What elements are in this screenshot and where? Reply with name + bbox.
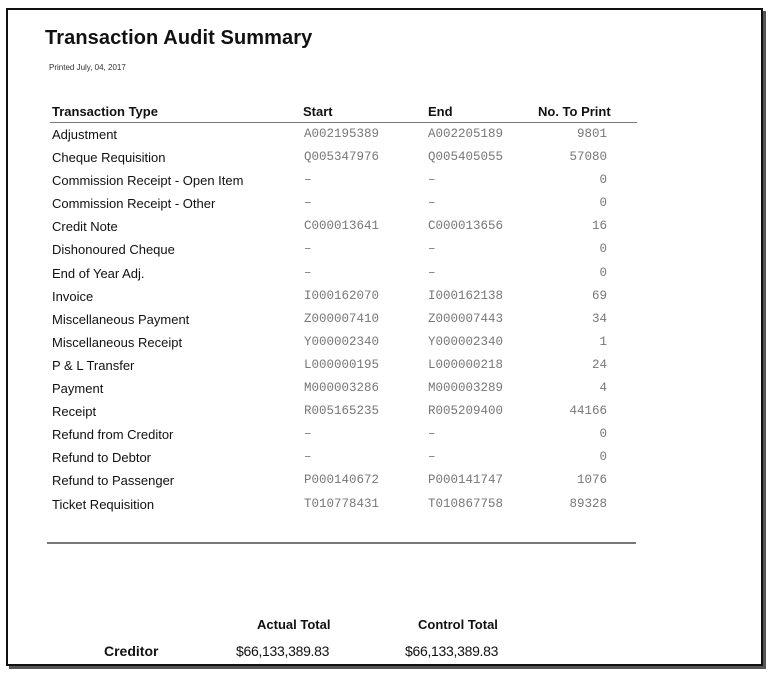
cell-start: M000003286 (304, 381, 380, 396)
cell-end: P000141747 (428, 473, 504, 488)
cell-end: Q005405055 (428, 150, 504, 165)
cell-transaction-type: P & L Transfer (52, 357, 135, 373)
cell-start: – (304, 265, 312, 280)
table-row (50, 354, 637, 377)
cell-start: Y000002340 (304, 334, 380, 349)
cell-start: – (304, 196, 312, 211)
creditor-actual-total: $66,133,389.83 (236, 643, 330, 659)
cell-transaction-type: Ticket Requisition (52, 496, 155, 512)
cell-transaction-type: Miscellaneous Receipt (52, 334, 183, 350)
cell-transaction-type: Receipt (52, 404, 97, 420)
cell-end: – (428, 427, 436, 442)
cell-transaction-type: Credit Note (52, 219, 118, 235)
cell-no-to-print: 24 (591, 357, 607, 372)
table-row (50, 308, 637, 331)
table-header (50, 101, 637, 123)
cell-transaction-type: Dishonoured Cheque (52, 242, 175, 258)
table-row (50, 331, 637, 354)
cell-no-to-print: 0 (599, 173, 607, 188)
printed-date: Printed July, 04, 2017 (49, 63, 126, 72)
cell-end: T010867758 (428, 496, 504, 511)
header-end: End (428, 104, 453, 119)
cell-start: L000000195 (304, 357, 380, 372)
cell-transaction-type: Cheque Requisition (52, 150, 166, 166)
cell-transaction-type: Miscellaneous Payment (52, 311, 190, 327)
table-row (50, 169, 637, 192)
cell-no-to-print: 0 (599, 450, 607, 465)
cell-transaction-type: Adjustment (52, 127, 118, 142)
cell-start: T010778431 (304, 496, 380, 511)
cell-end: I000162138 (428, 288, 504, 303)
table-row (50, 123, 637, 146)
cell-transaction-type: Refund to Passenger (52, 473, 175, 489)
cell-no-to-print: 34 (591, 311, 607, 326)
header-actual-total: Actual Total (257, 617, 331, 632)
cell-end: C000013656 (428, 219, 504, 234)
cell-start: Q005347976 (304, 150, 380, 165)
cell-transaction-type: Invoice (52, 288, 94, 304)
table-row (50, 238, 637, 261)
cell-no-to-print: 0 (599, 196, 607, 211)
cell-no-to-print: 89328 (569, 496, 607, 511)
cell-transaction-type: Payment (52, 381, 104, 397)
table-row (50, 146, 637, 169)
cell-no-to-print: 9801 (576, 127, 607, 141)
cell-start: – (304, 427, 312, 442)
creditor-control-total: $66,133,389.83 (405, 643, 499, 659)
header-control-total: Control Total (418, 617, 498, 632)
cell-end: Y000002340 (428, 334, 504, 349)
cell-start: I000162070 (304, 288, 380, 303)
cell-end: L000000218 (428, 357, 504, 372)
cell-no-to-print: 44166 (569, 404, 607, 419)
table-row (50, 285, 637, 308)
cell-start: R005165235 (304, 404, 380, 419)
cell-no-to-print: 4 (599, 381, 607, 396)
cell-start: – (304, 450, 312, 465)
cell-end: – (428, 173, 436, 188)
cell-transaction-type: Commission Receipt - Open Item (52, 173, 244, 189)
cell-end: – (428, 265, 436, 280)
cell-end: – (428, 242, 436, 257)
table-row (50, 446, 637, 469)
table-row (50, 262, 637, 285)
cell-transaction-type: Refund to Debtor (52, 450, 152, 466)
transaction-table (50, 101, 637, 516)
section-divider (47, 542, 636, 544)
cell-end: – (428, 196, 436, 211)
cell-transaction-type: Commission Receipt - Other (52, 196, 216, 212)
cell-transaction-type: Refund from Creditor (52, 427, 174, 443)
table-row (50, 423, 637, 446)
cell-no-to-print: 0 (599, 265, 607, 280)
cell-no-to-print: 0 (599, 427, 607, 442)
header-start: Start (303, 104, 333, 119)
cell-end: – (428, 450, 436, 465)
table-row (50, 192, 637, 215)
cell-start: – (304, 173, 312, 188)
cell-no-to-print: 16 (591, 219, 607, 234)
table-row (50, 469, 637, 492)
cell-end: R005209400 (428, 404, 504, 419)
report-title: Transaction Audit Summary (45, 27, 313, 49)
cell-no-to-print: 1076 (576, 473, 607, 488)
table-row (50, 493, 637, 516)
table-row (50, 215, 637, 238)
cell-no-to-print: 1 (599, 334, 607, 349)
cell-no-to-print: 57080 (569, 150, 607, 165)
cell-start: – (304, 242, 312, 257)
cell-start: P000140672 (304, 473, 380, 488)
cell-start: C000013641 (304, 219, 380, 234)
cell-no-to-print: 69 (591, 288, 607, 303)
cell-transaction-type: End of Year Adj. (52, 265, 145, 281)
cell-start: Z000007410 (304, 311, 380, 326)
cell-end: A002205189 (428, 127, 504, 141)
table-row (50, 377, 637, 400)
cell-no-to-print: 0 (599, 242, 607, 257)
cell-start: A002195389 (304, 127, 380, 141)
header-no-to-print: No. To Print (538, 104, 611, 119)
cell-end: Z000007443 (428, 311, 504, 326)
totals-label-creditor: Creditor (104, 643, 159, 659)
cell-end: M000003289 (428, 381, 504, 396)
table-row (50, 400, 637, 423)
header-transaction-type: Transaction Type (52, 104, 158, 119)
